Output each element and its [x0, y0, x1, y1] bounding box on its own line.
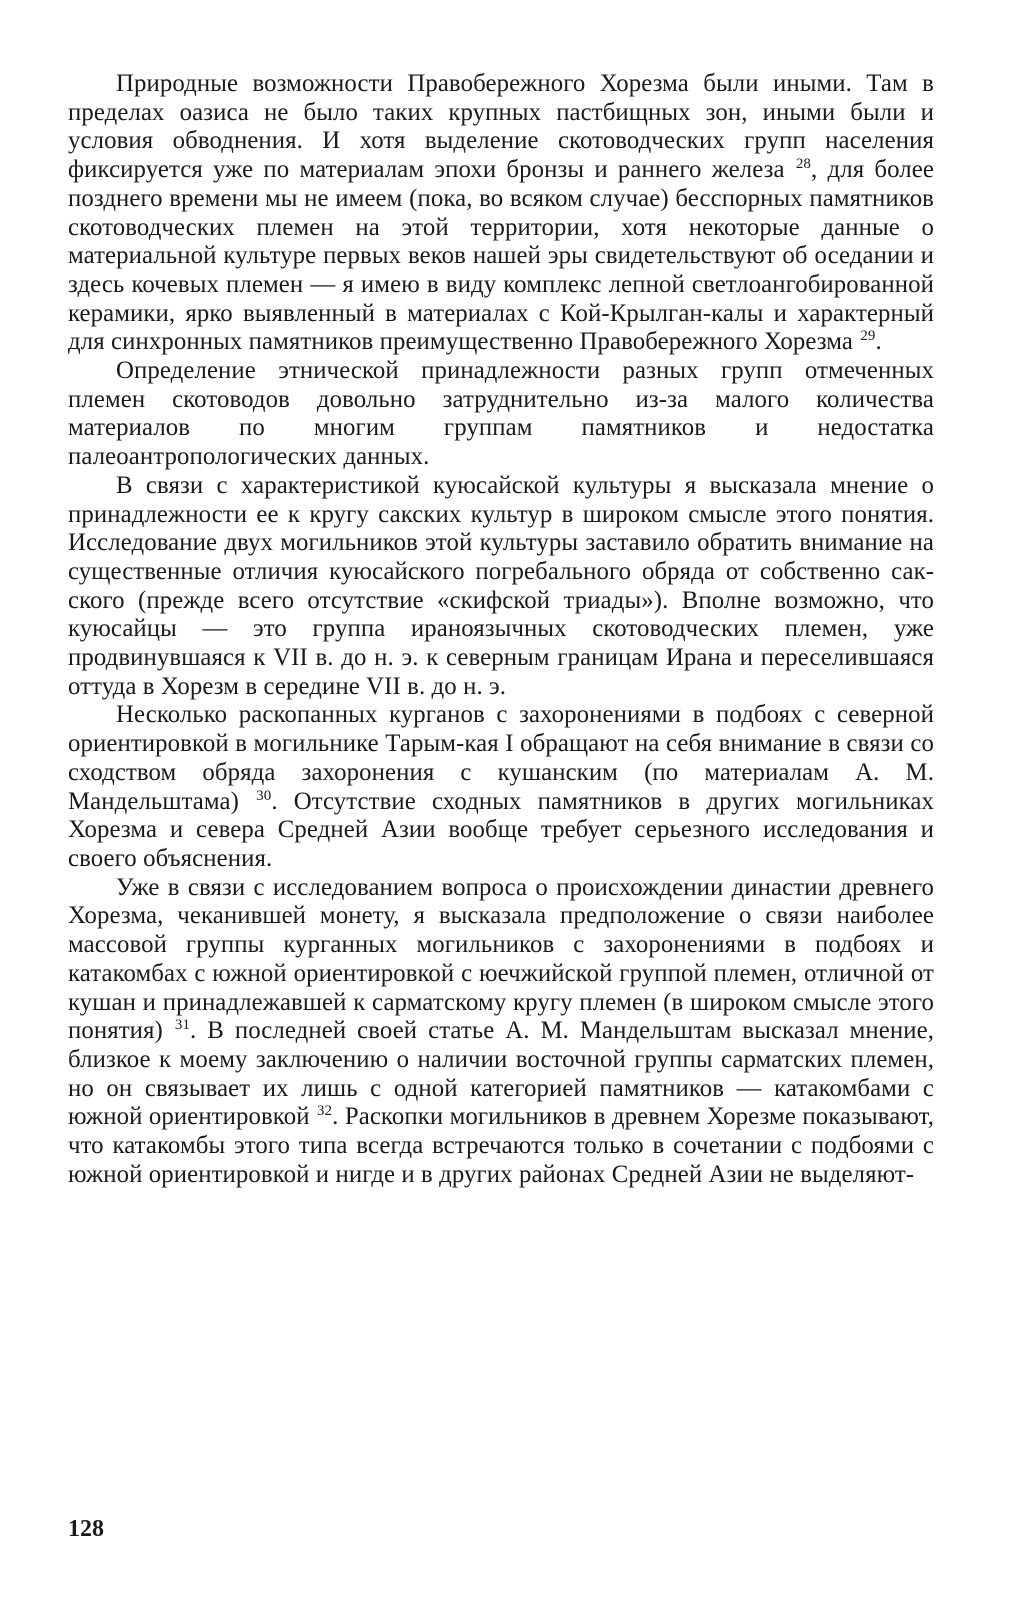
paragraph	[68, 874, 934, 1190]
paragraph	[68, 701, 934, 873]
paragraph-text: . В последней своей статье А. М. Мандельштам высказал мнение, близкое к моему заключению о наличии восточной группы сарматских племен, но он связывает их лишь с одной категорией памятников — катакомбами с южной ориентировкой	[68, 1017, 934, 1131]
paragraph-text: .	[875, 328, 882, 356]
paragraph-text: В связи с характеристикой куюсайской культуры я высказала мнение о принадлежности ее к кругу сакских культур в широком смысле этого понятия. Исследование двух могильников этой культуры заставило обратить внимание на существенные отличия куюсайского погребального обряда от собственно сакского (прежде всего отсутствие «скифской триады»). Вполне возможно, что куюсайцы — это группа ираноязычных скотоводческих племен, уже продвинувшаяся к VII в. до н. э. к северным границам Ирана и переселившаяся оттуда в Хорезм в середине VII в. до н. э.	[68, 471, 934, 700]
paragraph-text: . Отсутствие сходных памятников в других могильниках Хорезма и севера Средней Азии вообще требует серьезного исследования и своего объяснения.	[68, 787, 934, 872]
footnote-ref: 29	[860, 328, 876, 345]
paragraph	[68, 70, 934, 357]
footnote-ref: 32	[316, 1103, 333, 1120]
paragraph	[68, 472, 934, 702]
paragraph-text: . Раскопки могильников в древнем Хорезме показывают, что катакомбы этого типа всегда встречаются только в сочетании с подбоями с южной ориентировкой и нигде и в других районах Средней Азии не выделяют-	[68, 1103, 934, 1188]
paragraph	[68, 357, 934, 472]
paragraph-text: Уже в связи с исследованием вопроса о происхождении династии древнего Хорезма, чеканившей монету, я высказала предположение о связи наиболее массовой группы курганных могильников с захоронениями в подбоях и катакомбах с южной ориентировкой с юечжийской группой племен, отличной от кушан и принадлежавшей к сарматскому кругу племен (в широком смысле этого понятия)	[68, 873, 934, 1045]
paragraph-text: Определение этнической принадлежности разных групп отмеченных племен скотоводов довольно затруднительно из-за малого количества материалов по многим группам памятников и недостатка палеоантропологических данных.	[68, 357, 934, 471]
footnote-ref: 30	[256, 787, 272, 804]
footnote-ref: 28	[795, 156, 812, 173]
page-body	[68, 70, 934, 1189]
paragraph-text: , для более позднего времени мы не имеем (пока, во всяком случае) бесспорных памятников скотоводческих племен на этой территории, хотя некоторые данные о материальной культуре первых веков нашей эры свидетельствуют об оседании и здесь кочевых племен — я имею в виду комплекс лепной светлоангобированной керамики, ярко выявленный в материалах с Кой-Крылган-калы и характерный для синхронных памятников преимущественно Правобережного Хорезма	[68, 156, 934, 356]
page-number: 128	[68, 1516, 104, 1542]
paragraph-text: Природные возможности Правобережного Хорезма были иными. Там в пределах оазиса не было таких крупных пастбищных зон, иными были и условия обводнения. И хотя выделение скотоводческих групп населения фиксируется уже по материалам эпохи бронзы и раннего железа	[68, 70, 934, 184]
footnote-ref: 31	[174, 1017, 191, 1034]
paragraph-text: Несколько раскопанных курганов с захоронениями в подбоях с северной ориентировкой в могильнике Тарым-кая I обращают на себя внимание в связи со сходством обряда захоронения с кушанским (по материалам А. М. Мандельштама)	[68, 701, 934, 815]
